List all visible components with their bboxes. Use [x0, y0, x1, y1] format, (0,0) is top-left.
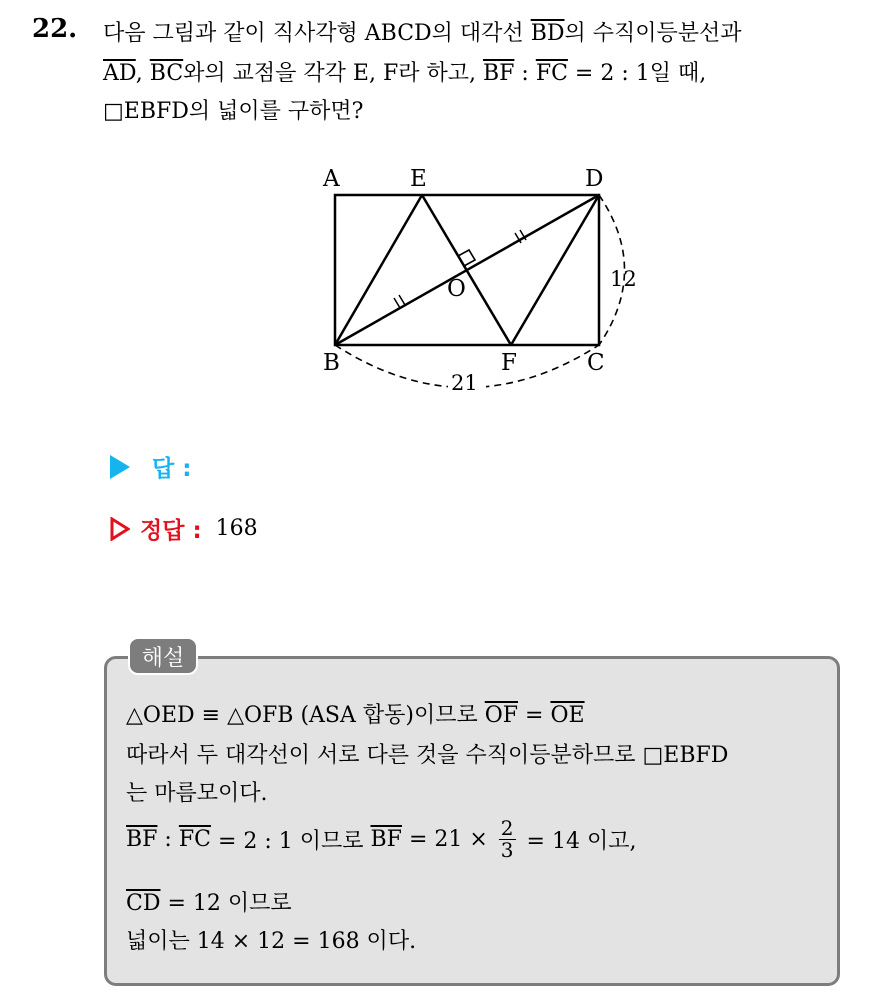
solution-line-1 [126, 698, 585, 729]
outline-arrow-icon [110, 517, 130, 541]
label-c: C [587, 350, 605, 376]
label-a: A [323, 166, 340, 192]
segment-oe: $\overline{OE}$ [550, 703, 585, 728]
segment-be [335, 195, 422, 345]
question-number: 22. [32, 14, 78, 44]
solution-line-2: 따라서 두 대각선이 서로 다른 것을 수직이등분하므로 □EBFD [126, 743, 729, 768]
solution-text: = 2 : 1 이므로 [210, 829, 371, 854]
answer-row [110, 450, 191, 483]
segment-ad: $\overline{AD}$ [103, 61, 136, 86]
geometry-figure [310, 160, 660, 400]
label-b: B [323, 350, 340, 376]
solution-line-3: 는 마름모이다. [126, 781, 268, 806]
segment-of: $\overline{OF}$ [484, 703, 519, 728]
label-o: O [447, 276, 466, 302]
solution-tab: 해설 [128, 637, 198, 675]
segment-fd [511, 195, 599, 345]
fraction-denominator: 3 [500, 838, 514, 862]
answer-label: 답 : [152, 456, 192, 482]
segment-fc: $\overline{FC}$ [178, 827, 211, 852]
label-e: E [410, 166, 427, 192]
segment-ef [422, 195, 511, 345]
question-text: 의 수직이등분선과 [564, 21, 742, 46]
solution-text: : [157, 827, 179, 852]
solution-line-6: 넓이는 14 × 12 = 168 이다. [126, 929, 417, 954]
question-text: , [135, 61, 150, 86]
segment-cd: $\overline{CD}$ [126, 891, 161, 916]
solution-text: = [518, 703, 551, 728]
solution-text: = 12 이므로 [160, 891, 292, 916]
play-arrow-icon [110, 455, 130, 479]
fraction [499, 818, 516, 861]
solution-line-4 [126, 818, 636, 861]
segment-bf: $\overline{BF}$ [370, 827, 402, 852]
segment-bf: $\overline{BF}$ [482, 61, 515, 86]
segment-bc: $\overline{BC}$ [149, 61, 184, 86]
question-line-3: □EBFD의 넓이를 구하면? [103, 99, 364, 124]
fraction-numerator: 2 [500, 816, 514, 840]
question-text: = 2 : 1일 때, [567, 61, 707, 86]
correct-answer-row [110, 512, 258, 545]
solution-line-5 [126, 886, 292, 917]
segment-bd: $\overline{BD}$ [530, 21, 565, 46]
label-f: F [501, 350, 517, 376]
segment-bf: $\overline{BF}$ [126, 827, 158, 852]
correct-answer-value: 168 [215, 516, 258, 541]
question-text: 와의 교점을 각각 E, F라 하고, [183, 61, 483, 86]
label-d: D [585, 166, 604, 192]
question-line-1 [103, 16, 742, 47]
question-text: : [514, 61, 536, 86]
solution-text: = 14 이고, [519, 829, 637, 854]
label-side-21: 21 [451, 371, 478, 395]
question-text: 다음 그림과 같이 직사각형 ABCD의 대각선 [103, 21, 531, 46]
question-line-2 [103, 56, 706, 87]
solution-text: = 21 × [401, 827, 495, 852]
segment-fc: $\overline{FC}$ [535, 61, 568, 86]
solution-text: △OED ≡ △OFB (ASA 합동)이므로 [126, 703, 485, 728]
correct-answer-label: 정답 : [140, 518, 202, 544]
label-side-12: 12 [610, 267, 637, 291]
